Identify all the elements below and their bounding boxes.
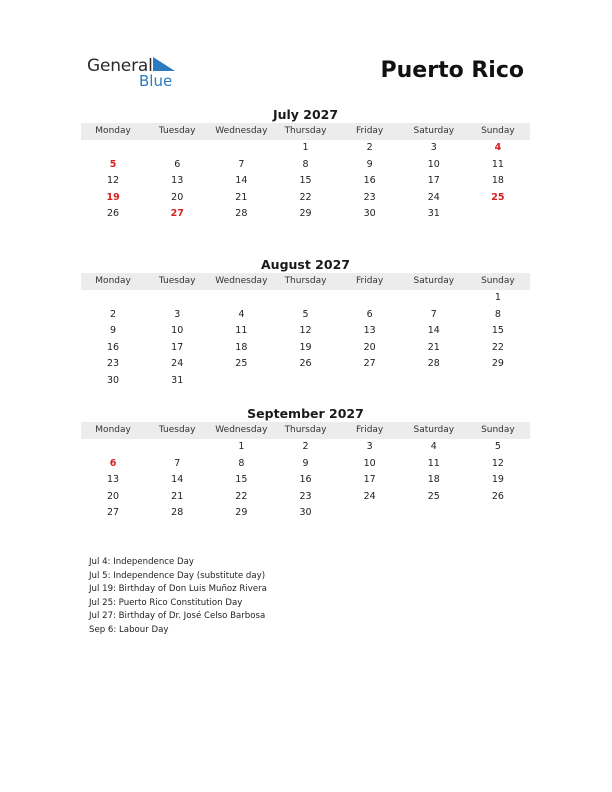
day-cell: 18 <box>235 341 248 353</box>
day-cell: 4 <box>494 142 502 153</box>
day-cell: 22 <box>299 191 312 203</box>
weekday-label: Tuesday <box>158 425 196 435</box>
holiday-list-item: Jul 5: Independence Day (substitute day) <box>89 570 266 581</box>
day-cell <box>466 206 530 223</box>
holiday-list-item: Sep 6: Labour Day <box>89 624 169 635</box>
day-cell: 25 <box>427 490 440 502</box>
day-cell: 27 <box>107 507 120 519</box>
day-cell: 14 <box>171 474 184 486</box>
day-cell: 7 <box>430 308 437 320</box>
logo-word-general: General <box>87 56 153 76</box>
holiday-list-item: Jul 19: Birthday of Don Luis Muñoz Rivera <box>89 584 267 595</box>
day-cell: 27 <box>170 208 184 220</box>
week-row <box>81 456 530 473</box>
day-cell: 14 <box>427 325 440 337</box>
day-cell: 3 <box>174 308 181 320</box>
week-row <box>81 206 530 223</box>
weekday-label: Thursday <box>284 126 327 136</box>
day-cell: 11 <box>491 158 504 170</box>
holiday-list-item: Jul 27: Birthday of Dr. José Celso Barbosa <box>89 611 266 622</box>
weekday-label: Sunday <box>481 425 515 435</box>
day-cell <box>273 373 337 390</box>
day-cell: 8 <box>494 308 501 320</box>
day-cell <box>466 505 530 522</box>
day-cell <box>209 140 273 157</box>
month-calendar <box>81 405 530 522</box>
day-cell: 8 <box>238 457 245 469</box>
day-cell: 30 <box>299 507 312 519</box>
weekday-label: Wednesday <box>215 425 268 435</box>
weekday-label: Friday <box>355 425 384 435</box>
week-row <box>81 439 530 456</box>
day-cell: 10 <box>363 457 376 469</box>
day-cell: 19 <box>299 341 312 353</box>
weekday-label: Wednesday <box>215 276 268 286</box>
month-title: August 2027 <box>261 257 350 272</box>
day-cell: 29 <box>235 507 248 519</box>
day-cell: 16 <box>363 175 376 187</box>
weekday-label: Thursday <box>284 276 327 286</box>
day-cell: 26 <box>107 208 120 220</box>
day-cell: 12 <box>107 175 120 187</box>
holiday-list <box>89 556 267 638</box>
day-cell: 2 <box>110 308 117 320</box>
day-cell <box>145 290 209 307</box>
day-cell: 30 <box>363 208 376 220</box>
day-cell <box>145 140 209 157</box>
day-cell: 12 <box>491 457 504 469</box>
logo <box>87 56 187 92</box>
day-cell: 25 <box>491 191 505 203</box>
day-cell: 9 <box>366 158 373 170</box>
week-row <box>81 505 530 522</box>
day-cell: 4 <box>238 308 245 320</box>
week-row <box>81 356 530 373</box>
day-cell: 13 <box>363 325 376 337</box>
month-calendar <box>81 256 530 390</box>
month-calendar <box>81 106 530 223</box>
day-cell <box>273 290 337 307</box>
day-cell: 1 <box>302 142 309 153</box>
day-cell: 9 <box>302 457 309 469</box>
day-cell <box>338 290 402 307</box>
day-cell: 19 <box>491 474 504 486</box>
day-cell: 15 <box>491 325 504 337</box>
day-cell: 2 <box>366 142 373 153</box>
week-row <box>81 290 530 307</box>
day-cell <box>402 290 466 307</box>
day-cell <box>81 140 145 157</box>
day-cell: 16 <box>107 341 120 353</box>
day-cell <box>338 373 402 390</box>
weekday-label: Monday <box>95 276 131 286</box>
weekday-header <box>81 422 530 439</box>
day-cell: 11 <box>427 457 440 469</box>
day-cell: 1 <box>238 441 245 452</box>
week-row <box>81 340 530 357</box>
day-cell: 24 <box>427 191 440 203</box>
weekday-label: Saturday <box>413 425 455 435</box>
day-cell: 31 <box>427 208 440 220</box>
weekday-label: Friday <box>355 276 384 286</box>
day-cell <box>209 373 273 390</box>
holiday-list-item: Jul 4: Independence Day <box>89 557 195 567</box>
weekday-label: Tuesday <box>158 126 196 136</box>
day-cell: 31 <box>171 374 184 386</box>
day-cell <box>209 290 273 307</box>
day-cell <box>81 290 145 307</box>
weekday-label: Monday <box>95 126 131 136</box>
day-cell: 7 <box>174 457 181 469</box>
day-cell: 28 <box>171 507 184 519</box>
day-cell: 3 <box>430 142 437 153</box>
day-cell: 17 <box>427 175 440 187</box>
day-cell: 19 <box>106 191 120 203</box>
day-cell: 23 <box>107 358 120 370</box>
day-cell: 6 <box>109 457 117 469</box>
day-cell: 29 <box>491 358 504 370</box>
day-cell: 17 <box>363 474 376 486</box>
logo-word-blue: Blue <box>139 72 173 90</box>
day-cell <box>402 373 466 390</box>
day-cell: 25 <box>235 358 248 370</box>
logo-flag-icon <box>153 57 175 71</box>
day-cell: 7 <box>238 158 245 170</box>
day-cell: 13 <box>107 474 120 486</box>
weekday-label: Wednesday <box>215 126 268 136</box>
day-cell: 20 <box>171 191 184 203</box>
day-cell: 22 <box>491 341 504 353</box>
day-cell: 18 <box>427 474 440 486</box>
day-cell: 6 <box>366 308 373 320</box>
month-title: July 2027 <box>272 107 339 122</box>
day-cell <box>338 505 402 522</box>
day-cell: 23 <box>363 191 376 203</box>
day-cell: 29 <box>299 208 312 220</box>
day-cell: 14 <box>235 175 248 187</box>
day-cell: 26 <box>299 358 312 370</box>
day-cell: 8 <box>302 158 309 170</box>
day-cell: 28 <box>235 208 248 220</box>
day-cell: 5 <box>109 158 117 170</box>
weekday-label: Sunday <box>481 276 515 286</box>
day-cell: 6 <box>174 158 181 170</box>
day-cell: 1 <box>494 292 501 303</box>
day-cell: 18 <box>491 175 504 187</box>
day-cell: 23 <box>299 490 312 502</box>
week-row <box>81 489 530 506</box>
day-cell: 9 <box>110 325 117 337</box>
day-cell: 11 <box>235 325 248 337</box>
week-row <box>81 307 530 324</box>
day-cell: 28 <box>427 358 440 370</box>
weekday-label: Monday <box>95 425 131 435</box>
day-cell: 21 <box>171 490 184 502</box>
week-row <box>81 472 530 489</box>
day-cell: 20 <box>363 341 376 353</box>
week-row <box>81 373 530 390</box>
day-cell: 5 <box>494 441 501 452</box>
day-cell: 26 <box>491 490 504 502</box>
day-cell: 10 <box>171 325 184 337</box>
weekday-label: Tuesday <box>158 276 196 286</box>
weekday-label: Thursday <box>284 425 327 435</box>
day-cell: 15 <box>299 175 312 187</box>
day-cell <box>466 373 530 390</box>
day-cell: 12 <box>299 325 312 337</box>
day-cell: 24 <box>171 358 184 370</box>
week-row <box>81 190 530 207</box>
country-title: Puerto Rico <box>380 58 524 83</box>
weekday-label: Sunday <box>481 126 515 136</box>
weekday-header <box>81 273 530 290</box>
day-cell: 17 <box>171 341 184 353</box>
day-cell: 16 <box>299 474 312 486</box>
weekday-label: Saturday <box>413 126 455 136</box>
week-row <box>81 323 530 340</box>
day-cell: 3 <box>366 441 373 452</box>
day-cell: 2 <box>302 441 309 452</box>
day-cell <box>81 439 145 456</box>
day-cell: 24 <box>363 490 376 502</box>
day-cell: 22 <box>235 490 248 502</box>
day-cell: 21 <box>427 341 440 353</box>
day-cell: 5 <box>302 308 309 320</box>
day-cell: 30 <box>107 374 120 386</box>
day-cell: 20 <box>107 490 120 502</box>
week-row <box>81 157 530 174</box>
holiday-list-item: Jul 25: Puerto Rico Constitution Day <box>89 597 243 608</box>
day-cell <box>402 505 466 522</box>
day-cell: 27 <box>363 358 376 370</box>
week-row <box>81 173 530 190</box>
day-cell: 10 <box>427 158 440 170</box>
weekday-label: Friday <box>355 126 384 136</box>
weekday-header <box>81 123 530 140</box>
day-cell <box>145 439 209 456</box>
day-cell: 4 <box>430 441 437 452</box>
day-cell: 13 <box>171 175 184 187</box>
weekday-label: Saturday <box>413 276 455 286</box>
month-title: September 2027 <box>247 406 364 421</box>
day-cell: 21 <box>235 191 248 203</box>
week-row <box>81 140 530 157</box>
day-cell: 15 <box>235 474 248 486</box>
